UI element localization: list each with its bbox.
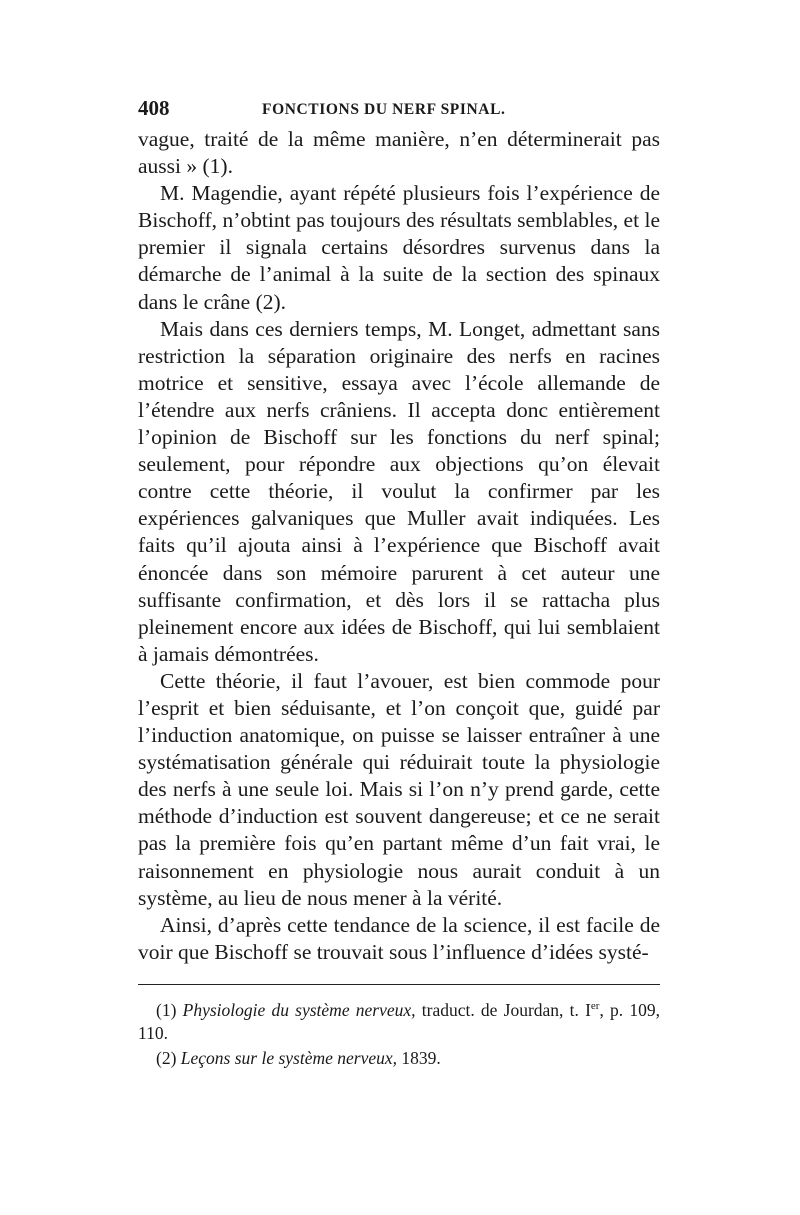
running-title: FONCTIONS DU NERF SPINAL. (262, 101, 506, 118)
paragraph: vague, traité de la même manière, n’en déterminerait pas aussi » (1). (138, 127, 660, 179)
footnote-text: traduct. de Jourdan, t. I (415, 999, 591, 1020)
paragraph: Ainsi, d’après cette tendance de la science, il est facile de voir que Bischoff se trouvait sous l’influence d’idées systé- (138, 912, 660, 964)
footnote-text: , p. 109, 110. (138, 999, 661, 1044)
footnote-text: 1839. (397, 1047, 441, 1068)
book-page (138, 96, 660, 1071)
paragraph: Mais dans ces derniers temps, M. Longet, admettant sans restriction la séparation originaire des nerfs en racines motrice et sensitive, essaya avec l’école allemande de l’étendre aux nerfs crâniens. Il accepta donc entièrement l’opinion de Bischoff sur les fonctions du nerf spinal; seulement, pour répondre aux objections qu’on élevait contre cette théorie, il voulut la confirmer par les expériences galvaniques que Muller avait indiquées. Les faits qu’il ajouta ainsi à l’expérience que Bischoff avait énoncée dans son mémoire parurent à cet auteur une suffisante confirmation, et dès lors il se rattacha plus pleinement encore aux idées de Bischoff, qui lui semblaient à jamais démontrées. (138, 316, 660, 666)
footnote-title: Physiologie du système nerveux, (182, 999, 416, 1020)
footnote (138, 1047, 660, 1071)
paragraph: M. Magendie, ayant répété plusieurs fois l’expérience de Bischoff, n’obtint pas toujours des résultats semblables, et le premier il signala certains désordres survenus dans la démarche de l’animal à la suite de la section des spinaux dans le crâne (2). (138, 181, 660, 314)
paragraph: Cette théorie, il faut l’avouer, est bien commode pour l’esprit et bien séduisante, et l’on conçoit que, guidé par l’induction anatomique, on puisse se laisser entraîner à une systématisation générale qui réduirait toute la physiologie des nerfs à une seule loi. Mais si l’on n’y prend garde, cette méthode d’induction est souvent dangereuse; et ce ne serait pas la première fois qu’en partant même d’un fait vrai, le raisonnement en physiologie nous aurait conduit à un système, au lieu de nous mener à la vérité. (138, 668, 660, 910)
footnote-superscript: er (590, 999, 600, 1012)
page-number: 408 (138, 96, 170, 120)
body-text (138, 126, 660, 966)
footnote-divider (138, 984, 660, 985)
footnote-marker: (1) (156, 999, 177, 1020)
footnote-marker: (2) (156, 1047, 177, 1068)
footnote (138, 999, 660, 1046)
page-header (138, 96, 660, 126)
footnotes (138, 999, 660, 1071)
footnote-title: Leçons sur le système nerveux, (180, 1047, 398, 1068)
